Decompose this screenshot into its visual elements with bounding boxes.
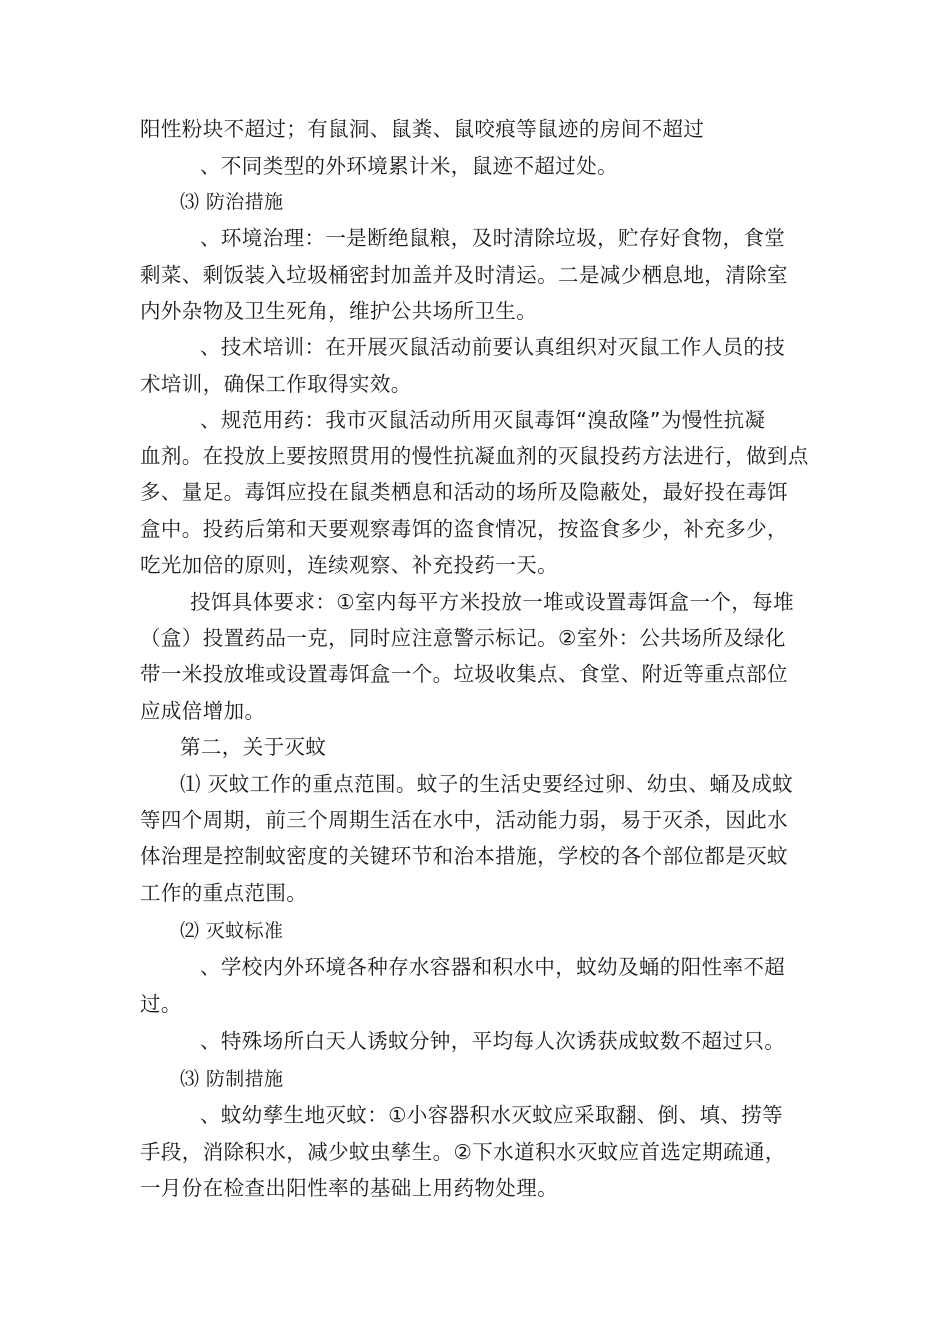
text-line: 一月份在检查出阳性率的基础上用药物处理。	[140, 1176, 558, 1200]
text-line: 体治理是控制蚊密度的关键环节和治本措施，学校的各个部位都是灭蚊	[140, 844, 788, 868]
text-line: 手段，消除积水，减少蚊虫孳生。②下水道积水灭蚊应首选定期疏通，	[140, 1140, 786, 1164]
section-heading: ⑶ 防治措施	[180, 191, 284, 213]
text-line: 、特殊场所白天人诱蚊分钟，平均每人次诱获成蚊数不超过只。	[200, 1029, 786, 1053]
text-line: 过。	[140, 992, 182, 1016]
text-line: 、规范用药：我市灭鼠活动所用灭鼠毒饵“溴敌隆”为慢性抗凝	[200, 408, 766, 432]
text-line: 带一米投放堆或设置毒饵盒一个。垃圾收集点、食堂、附近等重点部位	[140, 662, 788, 686]
text-line: 、技术培训：在开展灭鼠活动前要认真组织对灭鼠工作人员的技	[200, 335, 786, 359]
text-line: 、蚊幼孳生地灭蚊：①小容器积水灭蚊应采取翻、倒、填、捞等	[200, 1103, 784, 1127]
section-heading: ⑶ 防制措施	[180, 1068, 284, 1090]
text-line: 内外杂物及卫生死角，维护公共场所卫生。	[140, 299, 538, 323]
text-line: 剩菜、剩饭装入垃圾桶密封加盖并及时清运。二是减少栖息地，清除室	[140, 263, 788, 287]
text-line: 吃光加倍的原则，连续观察、补充投药一天。	[140, 553, 558, 577]
section-heading: ⑵ 灭蚊标准	[180, 920, 284, 942]
text-line: 投饵具体要求：①室内每平方米投放一堆或设置毒饵盒一个，每堆	[190, 590, 794, 614]
text-line: 应成倍增加。	[140, 699, 266, 723]
text-line: 等四个周期，前三个周期生活在水中，活动能力弱，易于灭杀，因此水	[140, 808, 788, 832]
text-line: （盒）投置药品一克，同时应注意警示标记。②室外：公共场所及绿化	[140, 626, 786, 650]
text-line: ⑴ 灭蚊工作的重点范围。蚊子的生活史要经过卵、幼虫、蛹及成蚊	[180, 772, 794, 796]
text-line: 、环境治理：一是断绝鼠粮，及时清除垃圾，贮存好食物，食堂	[200, 226, 786, 250]
text-line: 血剂。在投放上要按照贯用的慢性抗凝血剂的灭鼠投药方法进行，做到点	[140, 444, 809, 468]
section-heading: 第二，关于灭蚊	[180, 735, 327, 759]
text-line: 术培训，确保工作取得实效。	[140, 372, 412, 396]
text-line: 、学校内外环境各种存水容器和积水中，蚊幼及蛹的阳性率不超	[200, 955, 786, 979]
text-line: 、不同类型的外环境累计米，鼠迹不超过处。	[200, 154, 618, 178]
text-line: 多、量足。毒饵应投在鼠类栖息和活动的场所及隐蔽处，最好投在毒饵	[140, 480, 788, 504]
text-line: 阳性粉块不超过；有鼠洞、鼠粪、鼠咬痕等鼠迹的房间不超过	[140, 117, 705, 141]
text-line: 盒中。投药后第和天要观察毒饵的盗食情况，按盗食多少，补充多少，	[140, 517, 788, 541]
text-line: 工作的重点范围。	[140, 881, 308, 905]
